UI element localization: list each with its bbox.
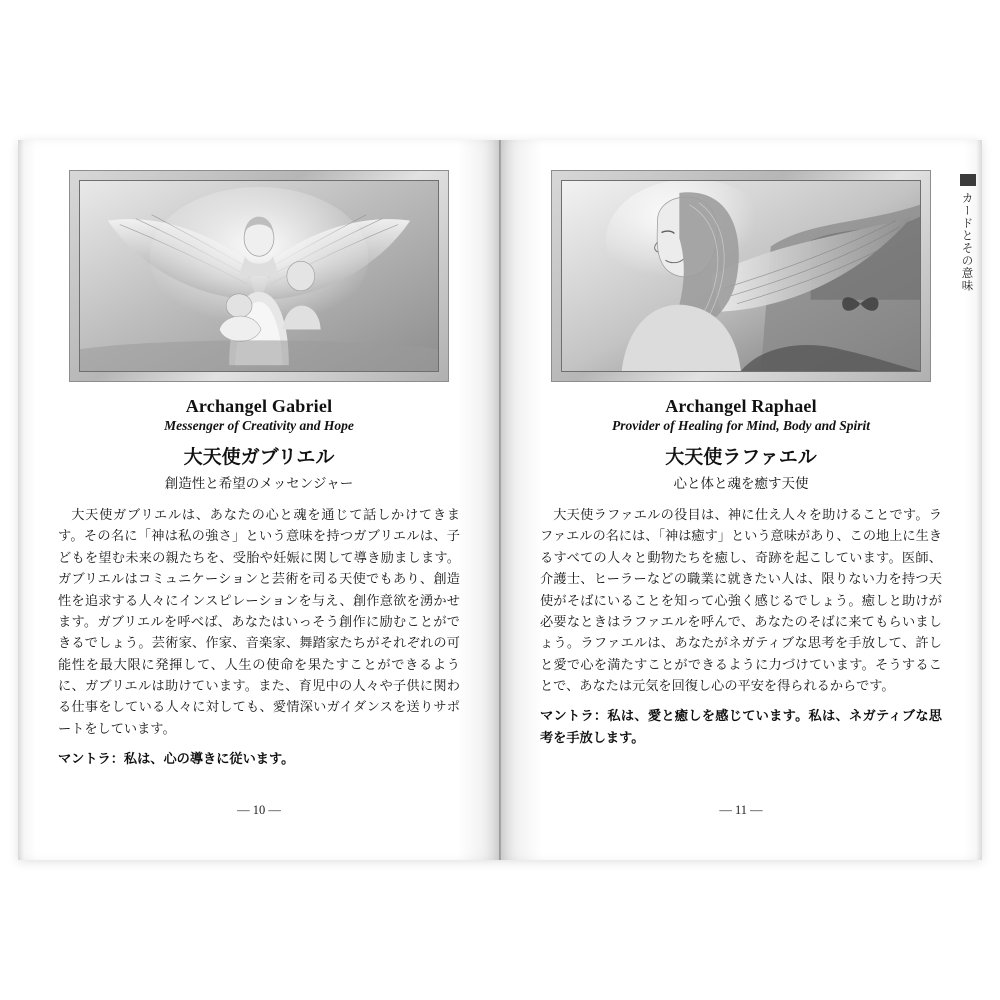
page-subtitle-ja-left: 創造性と希望のメッセンジャー — [164, 476, 354, 491]
gabriel-artwork — [80, 181, 438, 371]
raphael-artwork — [562, 181, 920, 371]
page-number-left: — 10 — — [237, 803, 281, 817]
page-title-ja-right: 大天使ラファエル — [665, 447, 817, 468]
section-tab — [960, 174, 976, 292]
page-edge-shadow-right — [976, 140, 982, 860]
section-tab-label: カードとその意味 — [960, 192, 973, 292]
right-page — [500, 140, 982, 860]
page-title-en-left: Archangel Gabriel — [185, 396, 333, 416]
page-number-right: — 11 — — [719, 803, 763, 817]
body-text-left: 大天使ガブリエルは、あなたの心と魂を通じて話しかけてきます。その名に「神は私の強さ」という意味を持つガブリエルは、子どもを望む未来の親たちを、受胎や妊娠に関して導き励まします。ガブリエルはコミュニケーションと芸術を司る天使でもあり、創造性を追求する人々にインスピレーションを与え、創作意欲を湧かせます。ガブリエルを呼べば、あなたはいっそう創作に励むことができるでしょう。芸術家、作家、音楽家、舞踏家たちがそれぞれの可能性を最大限に発揮して、人生の使命を果たすことができるように、ガブリエルは助けています。また、育児中の人々や子供に関わる仕事をしている人々に対しても、愛情深いガイダンスを送りサポートをしています。 — [58, 507, 460, 736]
page-subtitle-en-right: Provider of Healing for Mind, Body and Spirit — [611, 418, 871, 433]
open-book — [18, 140, 982, 860]
page-title-ja-left: 大天使ガブリエル — [183, 447, 335, 468]
illustration-inner-frame — [561, 180, 921, 372]
page-title-en-right: Archangel Raphael — [665, 396, 817, 416]
mantra-right: マントラ：私は、愛と癒しを感じています。私は、ネガティブな思考を手放します。 — [540, 708, 942, 745]
left-page — [18, 140, 500, 860]
mantra-left: マントラ：私は、心の導きに従います。 — [58, 751, 295, 767]
page-edge-shadow-left — [18, 140, 24, 860]
archangel-gabriel-illustration — [69, 170, 449, 382]
illustration-inner-frame — [79, 180, 439, 372]
body-text-right: 大天使ラファエルの役目は、神に仕え人々を助けることです。ラファエルの名には、「神は癒す」という意味があり、この地上に生きるすべての人々と動物たちを癒し、奇跡を起こしています。医師、介護士、ヒーラーなどの職業に就きたい人は、限りない力を持つ天使がそばにいることを知って心強く感じるでしょう。癒しと助けが必要なときはラファエルを呼んで、あなたのそばに来てもらいましょう。ラファエルは、あなたがネガティブな思考を手放して、許しと愛で心を満たすことができるように力づけています。そうすることで、あなたは元気を回復し心の平安を得られるからです。 — [540, 507, 942, 693]
book-gutter — [499, 140, 501, 860]
page-subtitle-ja-right: 心と体と魂を癒す天使 — [673, 476, 809, 491]
archangel-raphael-illustration — [551, 170, 931, 382]
page-subtitle-en-left: Messenger of Creativity and Hope — [164, 418, 354, 433]
section-tab-bar — [960, 174, 976, 186]
